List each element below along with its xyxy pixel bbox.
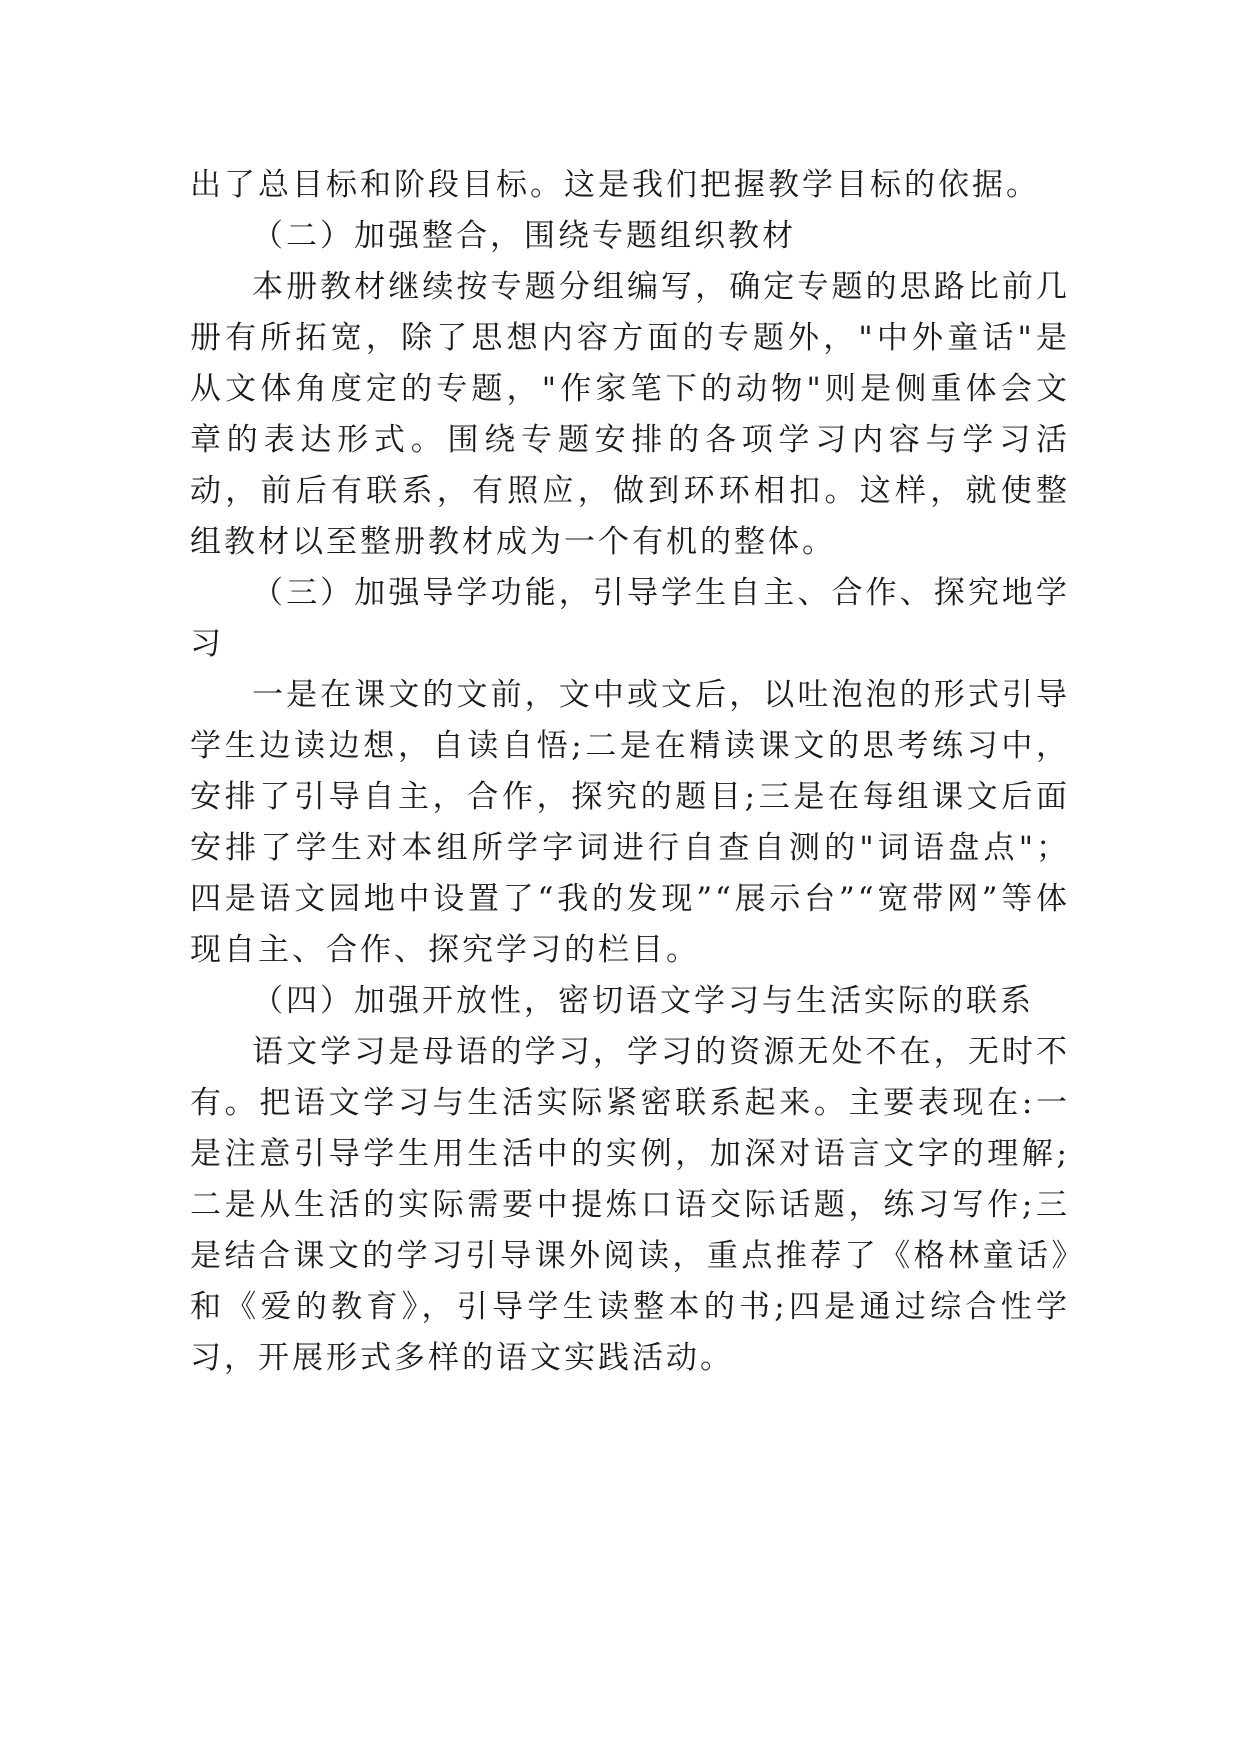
paragraph-integration: 本册教材继续按专题分组编写，确定专题的思路比前几册有所拓宽，除了思想内容方面的专题外，"中外童话"是从文体角度定的专题，"作家笔下的动物"则是侧重体会文章的表达形式。围绕专题安排的各项学习内容与学习活动，前后有联系，有照应，做到环环相扣。这样，就使整组教材以至整册教材成为一个有机的整体。 [190, 269, 1070, 560]
section-heading-3: （三）加强导学功能，引导学生自主、合作、探究地学习 [190, 575, 1070, 662]
continued-paragraph: 出了总目标和阶段目标。这是我们把握教学目标的依据。 [190, 167, 1040, 203]
section-heading-2: （二）加强整合，围绕专题组织教材 [252, 218, 796, 254]
document-page [190, 160, 1070, 1384]
paragraph-openness: 语文学习是母语的学习，学习的资源无处不在，无时不有。把语文学习与生活实际紧密联系起来。主要表现在:一是注意引导学生用生活中的实例，加深对语言文字的理解;二是从生活的实际需要中提炼口语交际话题，练习写作;三是结合课文的学习引导课外阅读，重点推荐了《格林童话》和《爱的教育》，引导学生读整本的书;四是通过综合性学习，开展形式多样的语文实践活动。 [190, 1034, 1070, 1376]
paragraph-guided-learning: 一是在课文的文前，文中或文后，以吐泡泡的形式引导学生边读边想，自读自悟;二是在精读课文的思考练习中，安排了引导自主，合作，探究的题目;三是在每组课文后面安排了学生对本组所学字词进行自查自测的"词语盘点"；四是语文园地中设置了“我的发现”“展示台”“宽带网”等体现自主、合作、探究学习的栏目。 [190, 677, 1070, 968]
section-heading-4: （四）加强开放性，密切语文学习与生活实际的联系 [252, 983, 1034, 1019]
